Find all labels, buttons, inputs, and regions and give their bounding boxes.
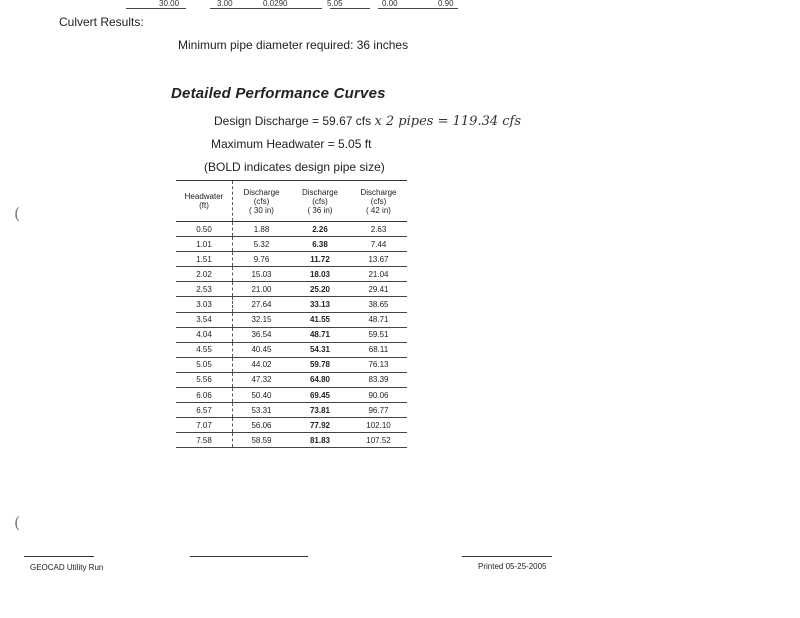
headwater-cell: 4.04	[176, 327, 233, 342]
discharge-cell: 29.41	[350, 282, 407, 297]
handwritten-note: x 2 pipes = 119.34 cfs	[374, 114, 522, 129]
table-row	[176, 433, 407, 448]
table-row	[176, 267, 407, 282]
headwater-cell: 1.51	[176, 252, 233, 267]
headwater-cell: 0.50	[176, 222, 233, 237]
table-row	[176, 327, 407, 342]
top-value: 0.90	[438, 0, 454, 8]
discharge-cell: 21.04	[350, 267, 407, 282]
header-discharge-30: Discharge (cfs) ( 30 in)	[233, 181, 291, 222]
top-value: 0.0290	[263, 0, 288, 8]
table-row	[176, 222, 407, 237]
table-row	[176, 388, 407, 403]
discharge-cell: 48.71	[290, 327, 350, 342]
discharge-cell: 25.20	[290, 282, 350, 297]
design-discharge-text: Design Discharge = 59.67 cfs	[214, 114, 372, 128]
min-pipe-text: Minimum pipe diameter required: 36 inches	[178, 38, 409, 52]
discharge-cell: 96.77	[350, 403, 407, 418]
discharge-cell: 68.11	[350, 342, 407, 357]
table-row	[176, 357, 407, 372]
discharge-cell: 54.31	[290, 342, 350, 357]
footer-divider	[462, 556, 552, 557]
headwater-cell: 7.58	[176, 433, 233, 448]
discharge-cell: 107.52	[350, 433, 407, 448]
table-row	[176, 237, 407, 252]
design-discharge	[214, 114, 521, 129]
discharge-cell: 83.39	[350, 372, 407, 387]
headwater-cell: 6.06	[176, 388, 233, 403]
discharge-cell: 7.44	[350, 237, 407, 252]
discharge-cell: 21.00	[233, 282, 291, 297]
discharge-cell: 81.83	[290, 433, 350, 448]
table-header-row	[176, 181, 407, 222]
headwater-cell: 2.53	[176, 282, 233, 297]
discharge-cell: 58.59	[233, 433, 291, 448]
binder-hole-mark: (	[14, 204, 21, 223]
discharge-cell: 36.54	[233, 327, 291, 342]
top-value: 30.00	[159, 0, 180, 8]
divider	[378, 8, 458, 9]
divider	[210, 8, 322, 9]
discharge-cell: 59.78	[290, 357, 350, 372]
discharge-cell: 44.02	[233, 357, 291, 372]
discharge-cell: 33.13	[290, 297, 350, 312]
table-row	[176, 403, 407, 418]
discharge-cell: 90.06	[350, 388, 407, 403]
discharge-cell: 77.92	[290, 418, 350, 433]
discharge-cell: 2.26	[290, 222, 350, 237]
discharge-cell: 38.65	[350, 297, 407, 312]
top-value: 3.00	[217, 0, 233, 8]
discharge-cell: 15.03	[233, 267, 291, 282]
discharge-cell: 47.32	[233, 372, 291, 387]
binder-hole-mark: (	[14, 513, 21, 532]
discharge-cell: 1.88	[233, 222, 291, 237]
headwater-cell: 7.07	[176, 418, 233, 433]
discharge-cell: 64.80	[290, 372, 350, 387]
table-row	[176, 372, 407, 387]
divider	[126, 8, 186, 9]
divider	[330, 8, 370, 9]
header-discharge-42: Discharge (cfs) ( 42 in)	[350, 181, 407, 222]
discharge-cell: 6.38	[290, 237, 350, 252]
discharge-cell: 69.45	[290, 388, 350, 403]
bold-note: (BOLD indicates design pipe size)	[204, 160, 385, 174]
section-title: Detailed Performance Curves	[171, 85, 386, 102]
discharge-cell: 13.67	[350, 252, 407, 267]
discharge-cell: 5.32	[233, 237, 291, 252]
culvert-results-label: Culvert Results:	[59, 15, 144, 29]
discharge-cell: 73.81	[290, 403, 350, 418]
top-value: 0.00	[382, 0, 398, 8]
table-row	[176, 297, 407, 312]
discharge-cell: 102.10	[350, 418, 407, 433]
top-value: 5.05	[327, 0, 343, 8]
discharge-cell: 48.71	[350, 312, 407, 327]
discharge-cell: 9.76	[233, 252, 291, 267]
top-results-row	[120, 0, 465, 9]
footer-divider	[24, 556, 94, 557]
discharge-cell: 2.63	[350, 222, 407, 237]
footer-divider	[190, 556, 308, 557]
header-discharge-36: Discharge (cfs) ( 36 in)	[290, 181, 350, 222]
discharge-cell: 50.40	[233, 388, 291, 403]
footer-right-text: Printed 05-25-2005	[478, 562, 547, 571]
discharge-cell: 41.55	[290, 312, 350, 327]
headwater-cell: 4.55	[176, 342, 233, 357]
discharge-cell: 18.03	[290, 267, 350, 282]
table-row	[176, 282, 407, 297]
footer-left-text: GEOCAD Utility Run	[30, 563, 104, 572]
headwater-cell: 3.03	[176, 297, 233, 312]
discharge-cell: 11.72	[290, 252, 350, 267]
discharge-cell: 40.45	[233, 342, 291, 357]
headwater-cell: 5.56	[176, 372, 233, 387]
discharge-cell: 32.15	[233, 312, 291, 327]
discharge-cell: 27.64	[233, 297, 291, 312]
headwater-cell: 2.02	[176, 267, 233, 282]
header-headwater: Headwater (ft)	[176, 181, 233, 222]
performance-table	[176, 180, 407, 448]
discharge-cell: 76.13	[350, 357, 407, 372]
discharge-cell: 53.31	[233, 403, 291, 418]
headwater-cell: 6.57	[176, 403, 233, 418]
table-row	[176, 252, 407, 267]
max-headwater-text: Maximum Headwater = 5.05 ft	[211, 137, 372, 151]
headwater-cell: 1.01	[176, 237, 233, 252]
headwater-cell: 5.05	[176, 357, 233, 372]
discharge-cell: 56.06	[233, 418, 291, 433]
table-row	[176, 312, 407, 327]
headwater-cell: 3.54	[176, 312, 233, 327]
discharge-cell: 59.51	[350, 327, 407, 342]
table-row	[176, 418, 407, 433]
table-row	[176, 342, 407, 357]
